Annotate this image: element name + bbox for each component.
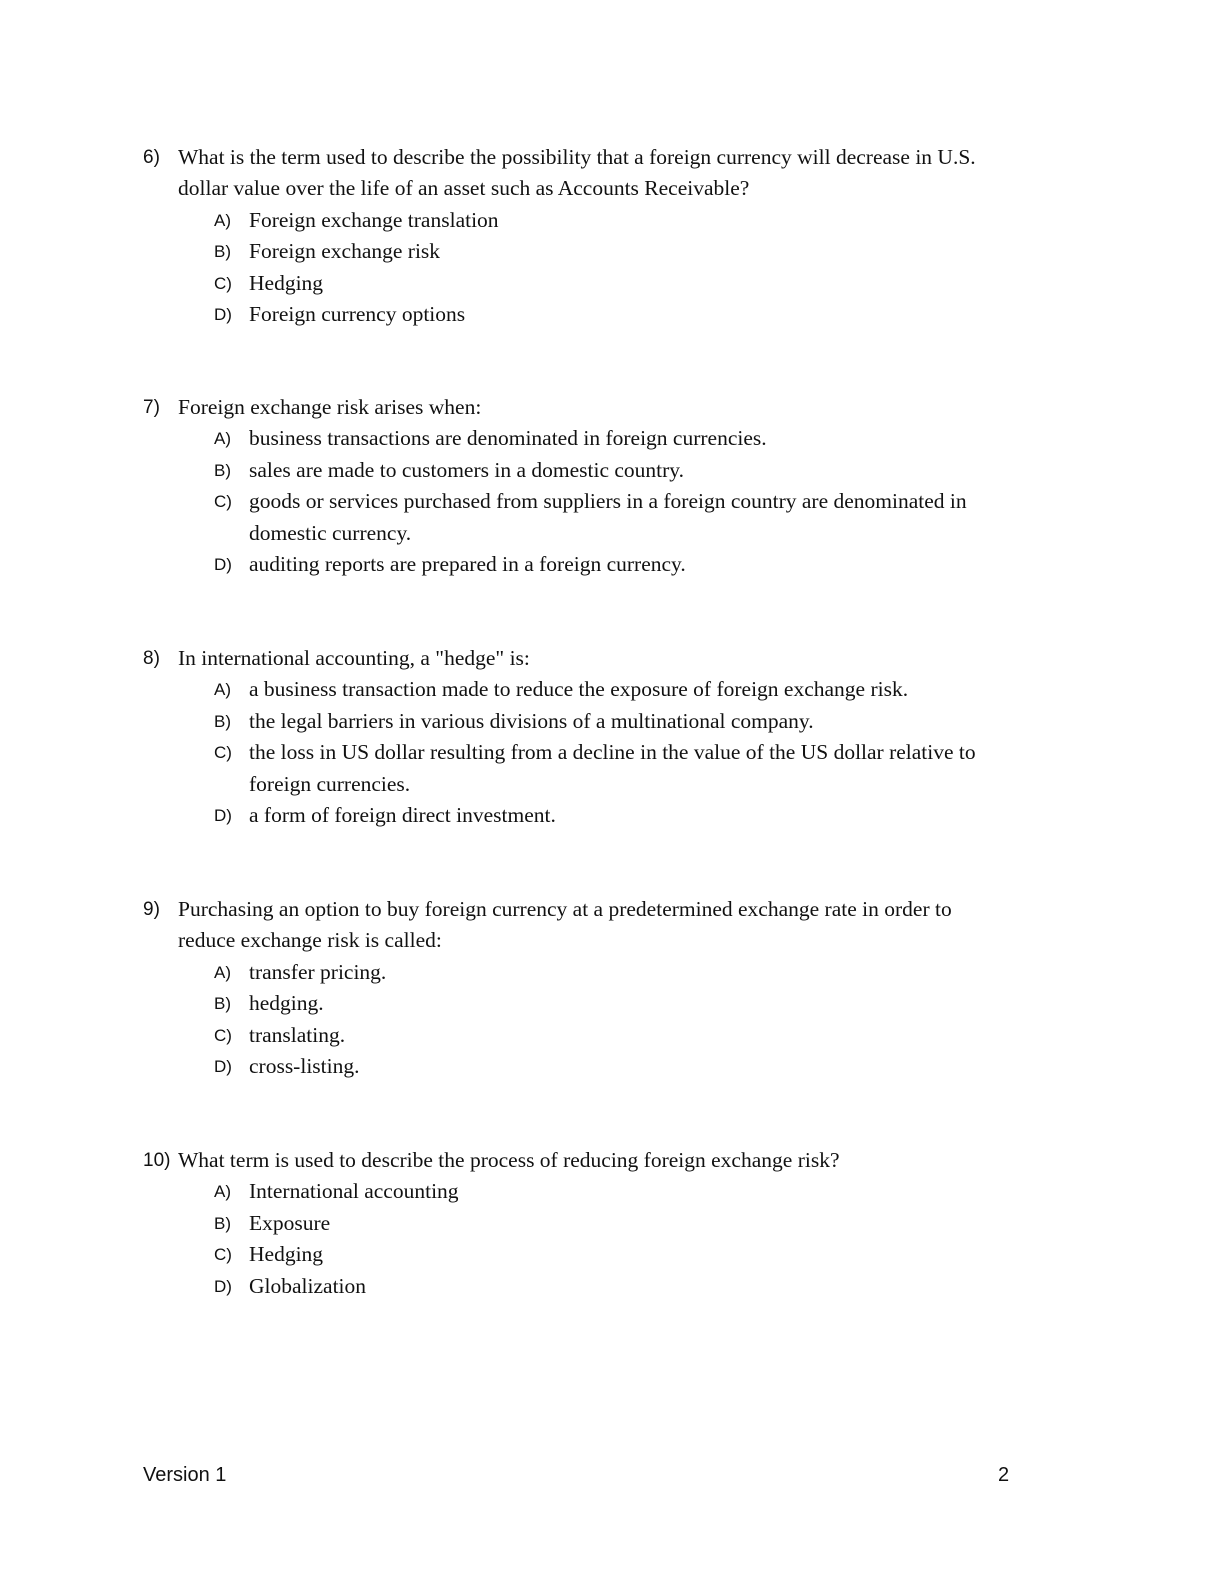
answer-options xyxy=(214,423,1083,580)
option-text: hedging. xyxy=(249,991,324,1016)
question-number: 6) xyxy=(143,147,160,168)
option-text: Hedging xyxy=(249,270,324,295)
option-letter: C) xyxy=(214,273,232,293)
option-letter: D) xyxy=(214,806,232,826)
answer-option xyxy=(214,236,1083,267)
question-9 xyxy=(143,894,1083,1082)
option-text: Foreign exchange translation xyxy=(249,207,499,232)
answer-options xyxy=(214,1176,1083,1302)
option-text: transfer pricing. xyxy=(249,959,387,984)
question-text-line: What term is used to describe the process of reducing foreign exchange risk? xyxy=(178,1148,840,1172)
answer-option xyxy=(214,1051,1083,1082)
answer-option xyxy=(214,737,1083,800)
option-text: the loss in US dollar resulting from a decline in the value of the US dollar relative to xyxy=(249,740,976,765)
answer-option xyxy=(214,1239,1083,1270)
answer-option xyxy=(214,1176,1083,1207)
option-text: a form of foreign direct investment. xyxy=(249,803,556,828)
answer-option xyxy=(214,299,1083,330)
option-text: Hedging xyxy=(249,1242,324,1267)
answer-option xyxy=(214,423,1083,454)
option-text: Foreign exchange risk xyxy=(249,239,441,264)
question-number: 10) xyxy=(143,1150,171,1171)
question-text xyxy=(178,392,1083,423)
option-text: goods or services purchased from suppliers in a foreign country are denominated in xyxy=(249,489,967,514)
option-text: a business transaction made to reduce the exposure of foreign exchange risk. xyxy=(249,677,909,702)
answer-option xyxy=(214,800,1083,831)
answer-option xyxy=(214,1020,1083,1051)
option-letter: B) xyxy=(214,711,231,731)
answer-option xyxy=(214,706,1083,737)
answer-option xyxy=(214,1208,1083,1239)
question-8 xyxy=(143,643,1083,831)
option-text: International accounting xyxy=(249,1179,459,1204)
answer-options xyxy=(214,205,1083,331)
option-text: Exposure xyxy=(249,1210,331,1235)
option-letter: B) xyxy=(214,994,231,1014)
question-number: 8) xyxy=(143,648,160,669)
option-text: foreign currencies. xyxy=(249,771,411,796)
answer-option xyxy=(214,1271,1083,1302)
option-text: sales are made to customers in a domestic country. xyxy=(249,457,685,482)
answer-option xyxy=(214,486,1083,549)
option-letter: C) xyxy=(214,492,232,512)
question-text xyxy=(178,643,1083,674)
option-text: cross-listing. xyxy=(249,1054,360,1079)
answer-option xyxy=(214,988,1083,1019)
question-text xyxy=(178,894,1083,957)
option-text: Foreign currency options xyxy=(249,302,466,327)
footer-page-number: 2 xyxy=(998,1464,1010,1486)
option-letter: C) xyxy=(214,743,232,763)
option-letter: B) xyxy=(214,1213,231,1233)
question-text-line: Purchasing an option to buy foreign currency at a predetermined exchange rate in order to xyxy=(178,897,952,921)
option-text: auditing reports are prepared in a foreign currency. xyxy=(249,552,686,577)
option-letter: D) xyxy=(214,1276,232,1296)
option-text: the legal barriers in various divisions of a multinational company. xyxy=(249,708,814,733)
option-letter: B) xyxy=(214,242,231,262)
option-letter: A) xyxy=(214,1182,231,1202)
question-text xyxy=(178,1145,1083,1176)
answer-option xyxy=(214,957,1083,988)
question-text-line: Foreign exchange risk arises when: xyxy=(178,395,482,419)
option-letter: D) xyxy=(214,305,232,325)
option-letter: C) xyxy=(214,1245,232,1265)
answer-option xyxy=(214,674,1083,705)
option-text: translating. xyxy=(249,1022,346,1047)
answer-option xyxy=(214,455,1083,486)
option-text: business transactions are denominated in foreign currencies. xyxy=(249,426,767,451)
option-letter: A) xyxy=(214,680,231,700)
option-text: Globalization xyxy=(249,1273,367,1298)
question-text-line: dollar value over the life of an asset such as Accounts Receivable? xyxy=(178,176,750,201)
footer-version: Version 1 xyxy=(143,1464,227,1486)
option-letter: A) xyxy=(214,210,231,230)
question-text-line: What is the term used to describe the possibility that a foreign currency will decrease in U.S. xyxy=(178,145,976,169)
question-text xyxy=(178,142,1083,205)
answer-option xyxy=(214,205,1083,236)
answer-options xyxy=(214,674,1083,831)
option-letter: A) xyxy=(214,962,231,982)
question-text-line: reduce exchange risk is called: xyxy=(178,928,442,953)
answer-option xyxy=(214,268,1083,299)
option-letter: B) xyxy=(214,460,231,480)
question-7 xyxy=(143,392,1083,580)
option-text: domestic currency. xyxy=(249,520,412,545)
question-6 xyxy=(143,142,1083,330)
answer-options xyxy=(214,957,1083,1083)
question-text-line: In international accounting, a "hedge" is: xyxy=(178,646,530,670)
question-number: 7) xyxy=(143,397,160,418)
question-number: 9) xyxy=(143,899,160,920)
question-10 xyxy=(143,1145,1083,1302)
option-letter: D) xyxy=(214,555,232,575)
answer-option xyxy=(214,549,1083,580)
option-letter: C) xyxy=(214,1025,232,1045)
option-letter: D) xyxy=(214,1057,232,1077)
option-letter: A) xyxy=(214,429,231,449)
